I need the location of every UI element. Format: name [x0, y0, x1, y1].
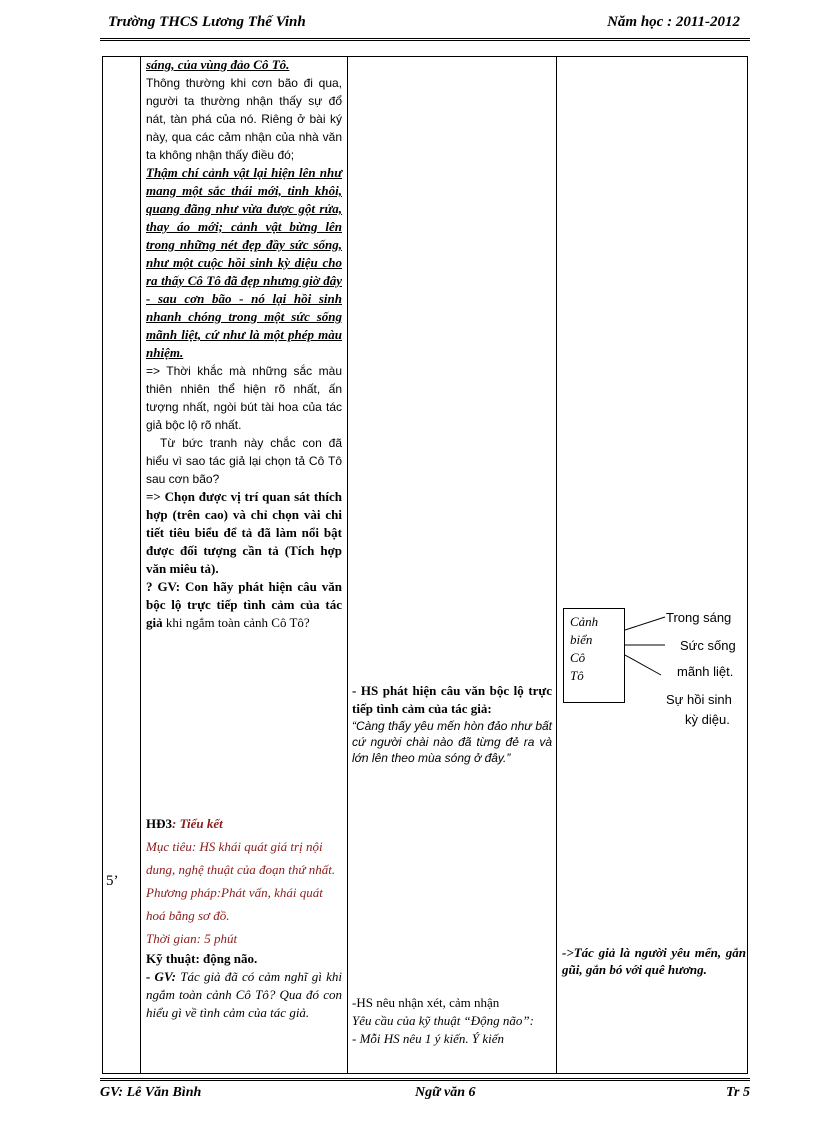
diagram-box — [563, 608, 625, 703]
box-line: Tô — [570, 668, 584, 683]
question-rest: khi ngắm toàn cảnh Cô Tô? — [162, 615, 310, 630]
text-p6 — [146, 578, 342, 632]
diagram-item: kỳ diệu. — [685, 712, 730, 727]
teacher-activity-column — [146, 56, 342, 632]
time-cell: 5’ — [106, 873, 119, 889]
gv-label: - GV: — [146, 969, 176, 984]
subject: Ngữ văn 6 — [415, 1085, 476, 1100]
method: Phương pháp:Phát vấn, khái quát hoá bằng sơ đồ. — [146, 885, 323, 923]
col-divider — [140, 57, 141, 1073]
text-p2: Thậm chí cảnh vật lại hiện lên như mang một sắc thái mới, tinh khôi, quang đãng như vừa được gột rửa, thay áo mới; cảnh vật bừng lên trong những nét đẹp đầy sức sống, như một cuộc hồi sinh kỳ diệu cho ra thấy Cô Tô đã đẹp nhưng giờ đây - sau cơn bão - nó lại hồi sinh nhanh chóng trong một sức sống mãnh liệt, cứ như là một phép màu nhiệm. — [146, 165, 342, 360]
technique-rule: - Mỗi HS nêu 1 ý kiến. Ý kiến — [352, 1031, 504, 1046]
text-p4: Từ bức tranh này chắc con đã hiểu vì sao tác giả lại chọn tả Cô Tô sau cơn bão? — [146, 436, 342, 486]
gv-question — [146, 968, 342, 1022]
page-number: Tr 5 — [726, 1085, 750, 1100]
col-divider — [347, 57, 348, 1073]
hs-answer-quote: “Càng thấy yêu mến hòn đảo như bất cứ người chài nào đã từng đẻ ra và lớn lên theo mùa sóng ở đây.” — [352, 719, 552, 765]
objective: Mục tiêu: HS khái quát giá trị nội dung, nghệ thuật của đoạn thứ nhất. — [146, 839, 336, 877]
text-p3: => Thời khắc mà những sắc màu thiên nhiên thể hiện rõ nhất, ấn tượng nhất, ngòi bút tài hoa của tác giả bộc lộ rõ nhất. — [146, 364, 342, 432]
school-year: Năm học : 2011-2012 — [607, 14, 740, 30]
summary-section — [146, 812, 342, 1022]
diagram-item: Sự hồi sinh — [666, 692, 732, 707]
arrow-line-3 — [625, 655, 661, 675]
col-divider — [556, 57, 557, 1073]
question-bold: Con hãy phát hiện câu văn bộc lộ trực tiếp tình cảm của tác giả — [146, 579, 342, 630]
conclusion: ->Tác giả là người yêu mến, gắn gũi, gắn bó với quê hương. — [562, 945, 746, 977]
box-line: Cô — [570, 650, 586, 665]
duration: Thời gian: 5 phút — [146, 931, 238, 946]
gv-text: Tác giả đã có cảm nghĩ gì khi ngắm toàn cảnh Cô Tô? Qua đó con hiểu gì về tình cảm của tác giả. — [146, 969, 342, 1020]
hd3-title: : Tiểu kết — [172, 816, 223, 831]
box-line: Cảnh — [570, 614, 599, 629]
text-p0: sáng, của vùng đảo Cô Tô. — [146, 57, 290, 72]
page-header — [100, 12, 750, 41]
diagram-item: Trong sáng — [666, 610, 732, 625]
page-footer — [100, 1078, 750, 1107]
teacher-name: GV: Lê Văn Bình — [100, 1085, 202, 1100]
hs-answer-intro: - HS phát hiện câu văn bộc lộ trực tiếp tình cảm của tác giả: — [352, 683, 552, 716]
hs-remark: -HS nêu nhận xét, cảm nhận — [352, 995, 500, 1010]
technique: Kỹ thuật: động não. — [146, 951, 258, 966]
student-activity-1 — [352, 682, 552, 766]
text-p5: => Chọn được vị trí quan sát thích hợp (trên cao) và chỉ chọn vài chi tiết tiêu biểu để tả đã làm nổi bật được đối tượng cần tả (Tích hợp văn miêu tả). — [146, 489, 342, 576]
school-name: Trường THCS Lương Thế Vinh — [108, 14, 306, 30]
student-activity-2 — [352, 994, 552, 1048]
box-line: biển — [570, 632, 593, 647]
diagram-item: mãnh liệt. — [677, 664, 734, 679]
diagram-item: Sức sống — [680, 638, 736, 653]
hd3-label: HĐ3 — [146, 816, 172, 831]
technique-req: Yêu cầu của kỹ thuật “Động não”: — [352, 1013, 534, 1028]
arrow-line-1 — [625, 617, 665, 630]
text-p1: Thông thường khi cơn bão đi qua, người ta thường nhận thấy sự đổ nát, tàn phá của nó. Riêng ở bài ký này, qua các cảm nhận của nhà văn ta không nhận thấy điều đó; — [146, 76, 342, 162]
question-label: ? GV: — [146, 579, 181, 594]
